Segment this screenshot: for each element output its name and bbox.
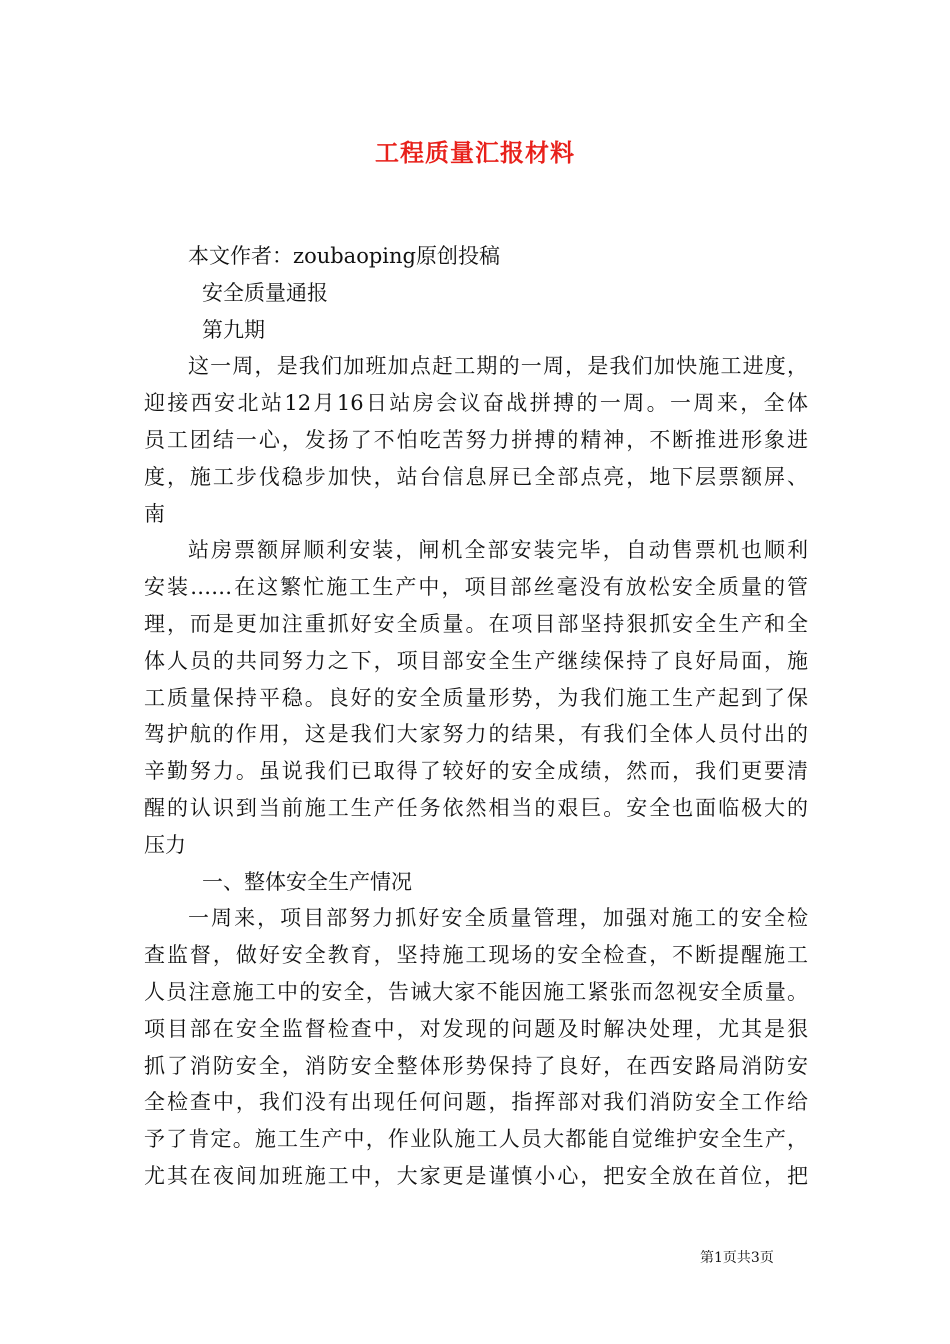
page-number: 第1页共3页 xyxy=(700,1250,774,1266)
paragraph-line: 迎接西安北站12月16日站房会议奋战拼搏的一周。一周来，全体 xyxy=(144,391,808,416)
paragraph-line: 安装……在这繁忙施工生产中，项目部丝毫没有放松安全质量的管 xyxy=(144,575,808,600)
issue-number: 第九期 xyxy=(202,317,265,342)
paragraph-line: 工质量保持平稳。良好的安全质量形势，为我们施工生产起到了保 xyxy=(144,685,808,710)
document-body xyxy=(144,238,808,1195)
paragraph-line: 一周来，项目部努力抓好安全质量管理，加强对施工的安全检 xyxy=(188,906,808,931)
paragraph-line: 项目部在安全监督检查中，对发现的问题及时解决处理，尤其是狠 xyxy=(144,1016,808,1041)
author-line: 本文作者：zoubaoping原创投稿 xyxy=(188,244,500,268)
paragraph-line: 度，施工步伐稳步加快，站台信息屏已全部点亮，地下层票额屏、 xyxy=(144,464,808,489)
paragraph-line: 辛勤努力。虽说我们已取得了较好的安全成绩，然而，我们更要清 xyxy=(144,759,808,784)
paragraph-line: 抓了消防安全，消防安全整体形势保持了良好，在西安路局消防安 xyxy=(144,1053,808,1078)
paragraph-line: 查监督，做好安全教育，坚持施工现场的安全检查，不断提醒施工 xyxy=(144,943,808,968)
paragraph-line: 体人员的共同努力之下，项目部安全生产继续保持了良好局面，施 xyxy=(144,648,808,673)
paragraph-line: 这一周，是我们加班加点赶工期的一周，是我们加快施工进度， xyxy=(188,354,808,379)
document-title: 工程质量汇报材料 xyxy=(375,138,575,167)
paragraph-line: 驾护航的作用，这是我们大家努力的结果，有我们全体人员付出的 xyxy=(144,722,808,747)
paragraph-line: 理，而是更加注重抓好安全质量。在项目部坚持狠抓安全生产和全 xyxy=(144,611,808,636)
paragraph-line: 人员注意施工中的安全，告诫大家不能因施工紧张而忽视安全质量。 xyxy=(144,979,808,1004)
paragraph-line: 南 xyxy=(144,501,165,526)
bulletin-name: 安全质量通报 xyxy=(202,280,328,305)
paragraph-line: 尤其在夜间加班施工中，大家更是谨慎小心，把安全放在首位，把 xyxy=(144,1163,808,1188)
section-heading: 一、整体安全生产情况 xyxy=(202,869,412,894)
paragraph-line: 站房票额屏顺利安装，闸机全部安装完毕，自动售票机也顺利 xyxy=(188,538,808,563)
paragraph-line: 全检查中，我们没有出现任何问题，指挥部对我们消防安全工作给 xyxy=(144,1090,808,1115)
paragraph-line: 压力 xyxy=(144,832,186,857)
paragraph-line: 予了肯定。施工生产中，作业队施工人员大都能自觉维护安全生产， xyxy=(144,1127,808,1152)
paragraph-line: 醒的认识到当前施工生产任务依然相当的艰巨。安全也面临极大的 xyxy=(144,795,808,820)
paragraph-line: 员工团结一心，发扬了不怕吃苦努力拼搏的精神，不断推进形象进 xyxy=(144,427,808,452)
